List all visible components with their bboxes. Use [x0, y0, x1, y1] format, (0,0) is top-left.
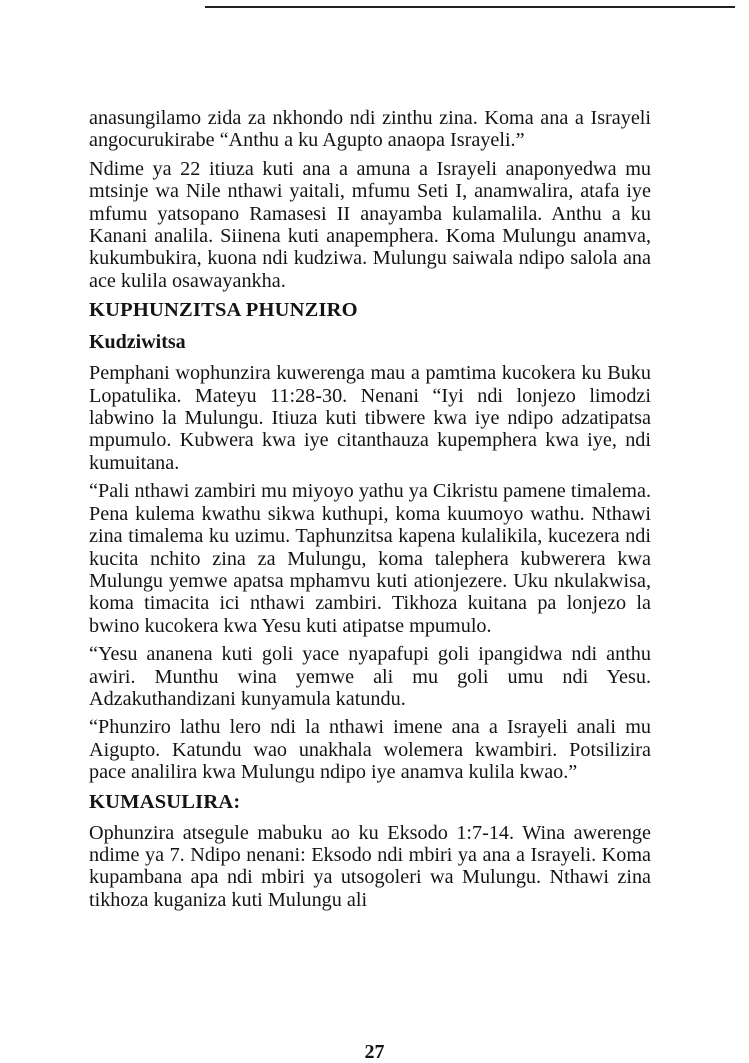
page-body [89, 107, 651, 917]
paragraph-weariness: “Pali nthawi zambiri mu miyoyo yathu ya Cikristu pamene timalema. Pena kulema kwathu sikwa kuthupi, koma kuumoyo wathu. Nthawi zina timalema ku uzimu. Taphunzitsa kapena kulalikila, kucezera ndi kucita nchito zina za Mulungu, koma talephera kubwerera kwa Mulungu yemwe apatsa mphamvu kuti ationjezere. Uku nkulakwisa, koma timacita ici nthawi zambiri. Tikhoza kuitana pa lonjezo la bwino kucokera kwa Yesu kuti atipatse mpumulo. [89, 480, 651, 637]
subheading-introduction: Kudziwitsa [89, 331, 186, 354]
paragraph-continuation: anasungilamo zida za nkhondo ndi zinthu zina. Koma ana a Israyeli angocurukirabe “Anthu a ku Agupto anaopa Israyeli.” [89, 107, 651, 152]
paragraph-exodus-reading: Ophunzira atsegule mabuku ao ku Eksodo 1:7-14. Wina awerenge ndime ya 7. Ndipo nenani: Eksodo ndi mbiri ya ana a Israyeli. Koma kupambana apa ndi mbiri ya utsogoleri wa Mulungu. Nthawi zina tikhoza kuganiza kuti Mulungu ali [89, 821, 651, 911]
page-number: 27 [364, 1041, 385, 1063]
paragraph-todays-lesson: “Phunziro lathu lero ndi la nthawi imene ana a Israyeli anali mu Aigupto. Katundu wao unakhala wolemera kwambiri. Potsilizira pace analilira kwa Mulungu ndipo iye anamva kulila kwao.” [89, 716, 651, 784]
section-heading-lesson: KUPHUNZITSA PHUNZIRO [89, 299, 358, 322]
section-heading-explanation: KUMASULIRA: [89, 790, 241, 813]
paragraph-verse-22: Ndime ya 22 itiuza kuti ana a amuna a Israyeli anaponyedwa mu mtsinje wa Nile nthawi yaitali, mfumu Seti I, anamwalira, atafa iye mfumu yatsopano Ramasesi II anayamba kulamalila. Anthu a ku Kanani analila. Siinena kuti anapemphera. Koma Mulungu anamva, kukumbukira, kuona ndi kudziwa. Mulungu saiwala ndipo salola ana ace kulila osawayankha. [89, 157, 651, 292]
paragraph-introduction: Pemphani wophunzira kuwerenga mau a pamtima kucokera ku Buku Lopatulika. Mateyu 11:28-30. Nenani “Iyi ndi lonjezo limodzi labwino la Mulungu. Itiuza kuti tibwere kwa iye ndipo adzatipatsa mpumulo. Kubwera kwa iye citanthauza kupemphera kwa iye, ndi kumuitana. [89, 362, 651, 474]
paragraph-yoke: “Yesu ananena kuti goli yace nyapafupi goli ipangidwa ndi anthu awiri. Munthu wina yemwe ali mu goli umu ndi Yesu. Adzakuthandizani kunyamula katundu. [89, 643, 651, 710]
top-rule [205, 6, 735, 8]
